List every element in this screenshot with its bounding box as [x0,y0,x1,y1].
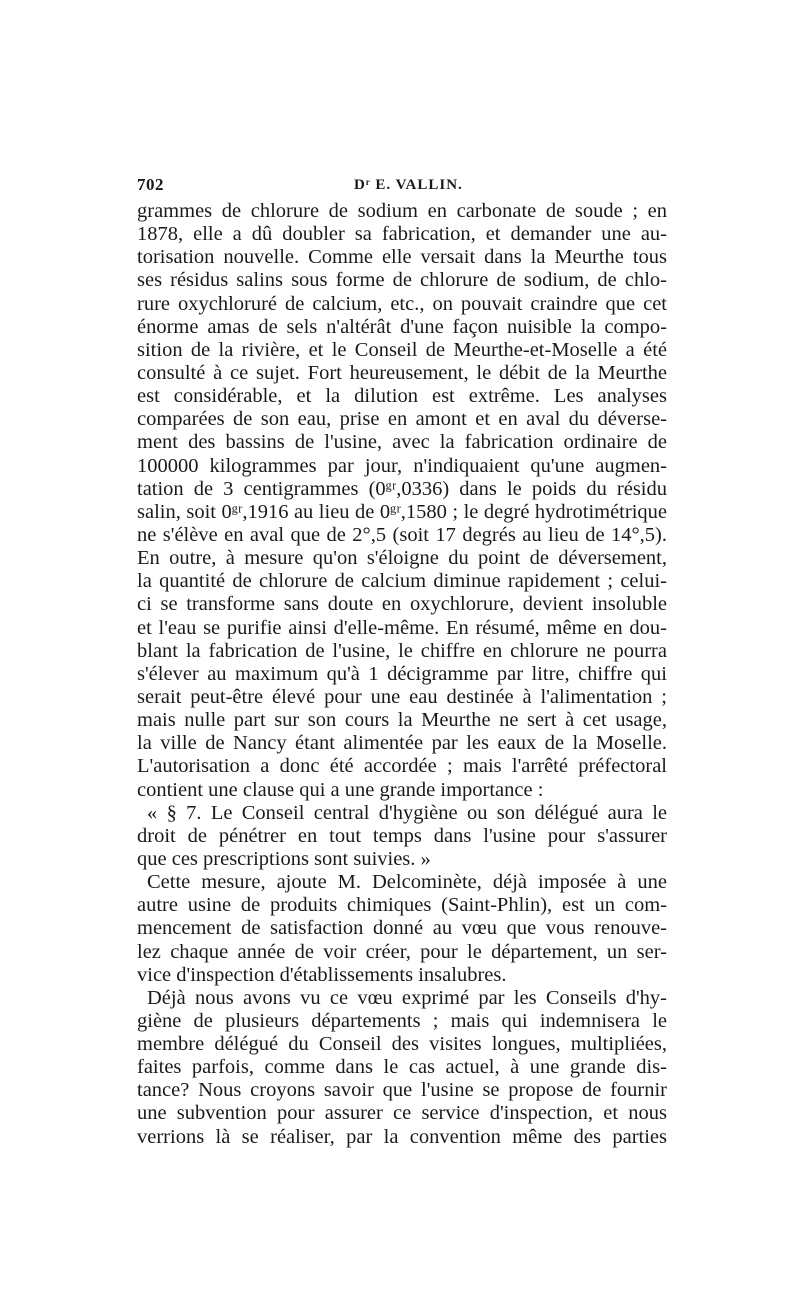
text-line: L'autorisation a donc été accordée ; mais l'arrêté préfectoral [137,755,667,778]
text-line: ne s'élève en aval que de 2°,5 (soit 17 degrés au lieu de 14°,5). [137,523,667,546]
text-line: ses résidus salins sous forme de chlorure de sodium, de chlo- [137,269,667,292]
text-line: que ces prescriptions sont suivies. » [137,847,431,870]
text-line: 1878, elle a dû doubler sa fabrication, et demander une au- [137,223,667,246]
text-line: faites parfois, comme dans le cas actuel, à une grande dis- [137,1056,667,1079]
text-line: grammes de chlorure de sodium en carbonate de soude ; en [137,200,667,222]
text-line: droit de pénétrer en tout temps dans l'usine pour s'assurer [137,824,667,847]
text-line: 100000 kilogrammes par jour, n'indiquaient qu'une augmen- [137,454,667,477]
text-line: autre usine de produits chimiques (Saint-Phlin), est un com- [137,894,667,917]
text-line: En outre, à mesure qu'on s'éloigne du point de déversement, [137,547,667,570]
body-text [137,200,667,1149]
text-line: salin, soit 0ᵍʳ,1916 au lieu de 0ᵍʳ,1580 ; le degré hydrotimétrique [137,500,667,523]
text-line: ci se transforme sans doute en oxychlorure, devient insoluble [137,593,667,616]
text-line: mencement de satisfaction donné au vœu que vous renouve- [137,917,667,940]
text-line: tation de 3 centigrammes (0ᵍʳ,0336) dans le poids du résidu [137,477,667,500]
text-line: la ville de Nancy étant alimentée par les eaux de la Moselle. [137,732,667,755]
text-line: serait peut-être élevé pour une eau destinée à l'alimentation ; [137,685,667,708]
text-line: mais nulle part sur son cours la Meurthe ne sert à cet usage, [137,709,667,732]
text-line: énorme amas de sels n'altérât d'une façon nuisible la compo- [137,315,667,338]
text-line: giène de plusieurs départements ; mais qui indemnisera le [137,1009,667,1032]
text-line: ment des bassins de l'usine, avec la fabrication ordinaire de [137,431,667,454]
text-line: contient une clause qui a une grande importance : [137,778,544,801]
text-line: et l'eau se purifie ainsi d'elle-même. En résumé, même en dou- [137,616,667,639]
page-header [137,172,667,198]
text-line: blant la fabrication de l'usine, le chiffre en chlorure ne pourra [137,639,667,662]
text-line: « § 7. Le Conseil central d'hygiène ou son délégué aura le [147,801,667,824]
text-line: verrions là se réaliser, par la convention même des parties [137,1125,667,1148]
text-line: sition de la rivière, et le Conseil de Meurthe-et-Moselle a été [137,338,667,361]
text-line: torisation nouvelle. Comme elle versait dans la Meurthe tous [137,246,667,269]
text-line: rure oxychloruré de calcium, etc., on pouvait craindre que cet [137,292,667,315]
text-line: Cette mesure, ajoute M. Delcominète, déjà imposée à une [147,871,667,894]
text-line: s'élever au maximum qu'à 1 décigramme par litre, chiffre qui [137,662,667,685]
text-line: une subvention pour assurer ce service d'inspection, et nous [137,1102,667,1125]
text-line: vice d'inspection d'établissements insalubres. [137,963,507,986]
text-line: la quantité de chlorure de calcium diminue rapidement ; celui- [137,570,667,593]
text-line: est considérable, et la dilution est extrême. Les analyses [137,385,667,408]
text-line: membre délégué du Conseil des visites longues, multipliées, [137,1033,667,1056]
text-line: Déjà nous avons vu ce vœu exprimé par les Conseils d'hy- [147,986,667,1009]
text-line: comparées de son eau, prise en amont et en aval du déverse- [137,408,667,431]
text-line: lez chaque année de voir créer, pour le département, un ser- [137,940,667,963]
text-line: tance? Nous croyons savoir que l'usine se propose de fournir [137,1079,667,1102]
running-head: Dʳ E. VALLIN. [354,177,463,193]
text-line: consulté à ce sujet. Fort heureusement, le débit de la Meurthe [137,361,667,384]
page-number: 702 [137,175,164,194]
